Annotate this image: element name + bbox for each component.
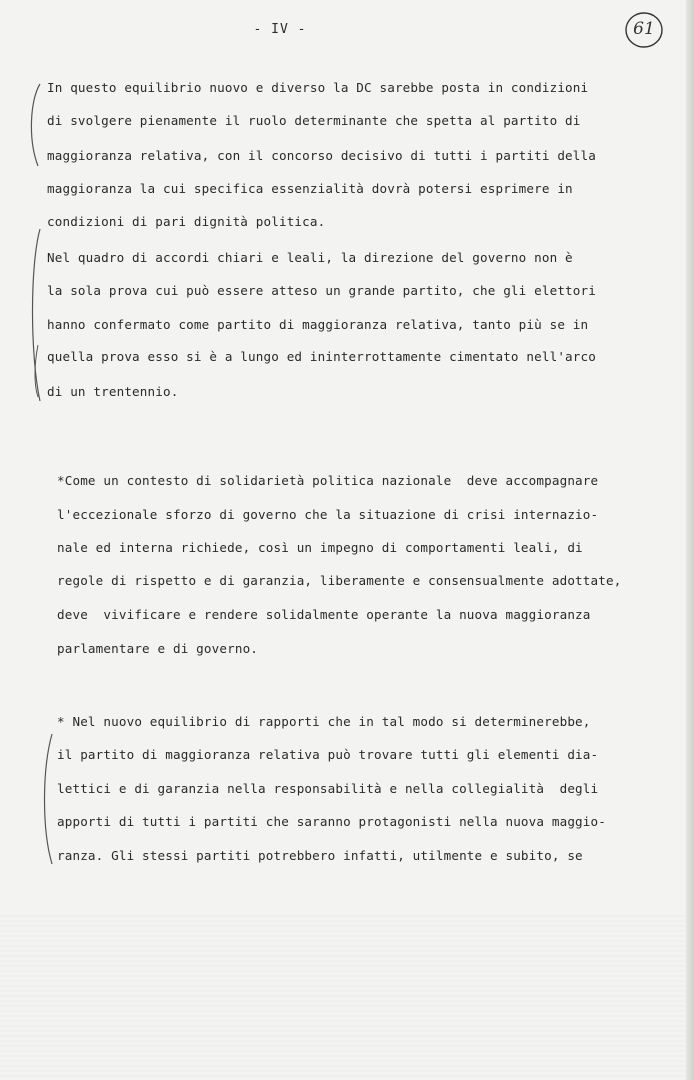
paragraph-4-line-3: lettici e di garanzia nella responsabilità e nella collegialità degli [57,781,599,796]
paragraph-3-line-4: regole di rispetto e di garanzia, liberamente e consensualmente adottate, [57,573,622,588]
paragraph-3-line-1: *Come un contesto di solidarietà politica nazionale deve accompagnare [57,473,599,488]
margin-bracket-3 [38,730,58,870]
paragraph-4-line-5: ranza. Gli stessi partiti potrebbero infatti, utilmente e subito, se [57,848,583,863]
scan-artifacts [0,915,686,1080]
paragraph-1-line-4: maggioranza la cui specifica essenzialità dovrà potersi esprimere in [47,181,573,196]
page-edge-shadow [686,0,694,1080]
paragraph-3-line-5: deve vivificare e rendere solidalmente operante la nuova maggioranza [57,607,591,622]
paragraph-3-line-6: parlamentare e di governo. [57,641,259,656]
paragraph-4-line-2: il partito di maggioranza relativa può trovare tutti gli elementi dia- [57,747,599,762]
handwritten-number: 61 [633,19,655,39]
paragraph-4-line-4: apporti di tutti i partiti che saranno protagonisti nella nuova maggio- [57,814,606,829]
paragraph-3-line-3: nale ed interna richiede, così un impegno di comportamenti leali, di [57,540,583,555]
handwritten-circled-number [622,10,666,50]
margin-bracket-1 [22,80,44,170]
paragraph-1-line-2: di svolgere pienamente il ruolo determinante che spetta al partito di [47,113,581,128]
margin-bracket-2 [24,225,46,405]
paragraph-3-line-2: l'eccezionale sforzo di governo che la situazione di crisi internazio- [57,507,599,522]
paragraph-1-line-1: In questo equilibrio nuovo e diverso la DC sarebbe posta in condizioni [47,80,589,95]
paragraph-1-line-3: maggioranza relativa, con il concorso decisivo di tutti i partiti della [47,148,596,163]
paragraph-2-line-5: di un trentennio. [47,384,179,399]
paragraph-1-line-5: condizioni di pari dignità politica. [47,214,326,229]
paragraph-2-line-2: la sola prova cui può essere atteso un grande partito, che gli elettori [47,283,596,298]
paragraph-2-line-3: hanno confermato come partito di maggioranza relativa, tanto più se in [47,317,589,332]
page-number: - IV - [253,22,307,37]
paragraph-4-line-1: * Nel nuovo equilibrio di rapporti che in tal modo si determinerebbe, [57,714,591,729]
paragraph-2-line-4: quella prova esso si è a lungo ed ininterrottamente cimentato nell'arco [47,349,596,364]
paragraph-2-line-1: Nel quadro di accordi chiari e leali, la direzione del governo non è [47,250,573,265]
